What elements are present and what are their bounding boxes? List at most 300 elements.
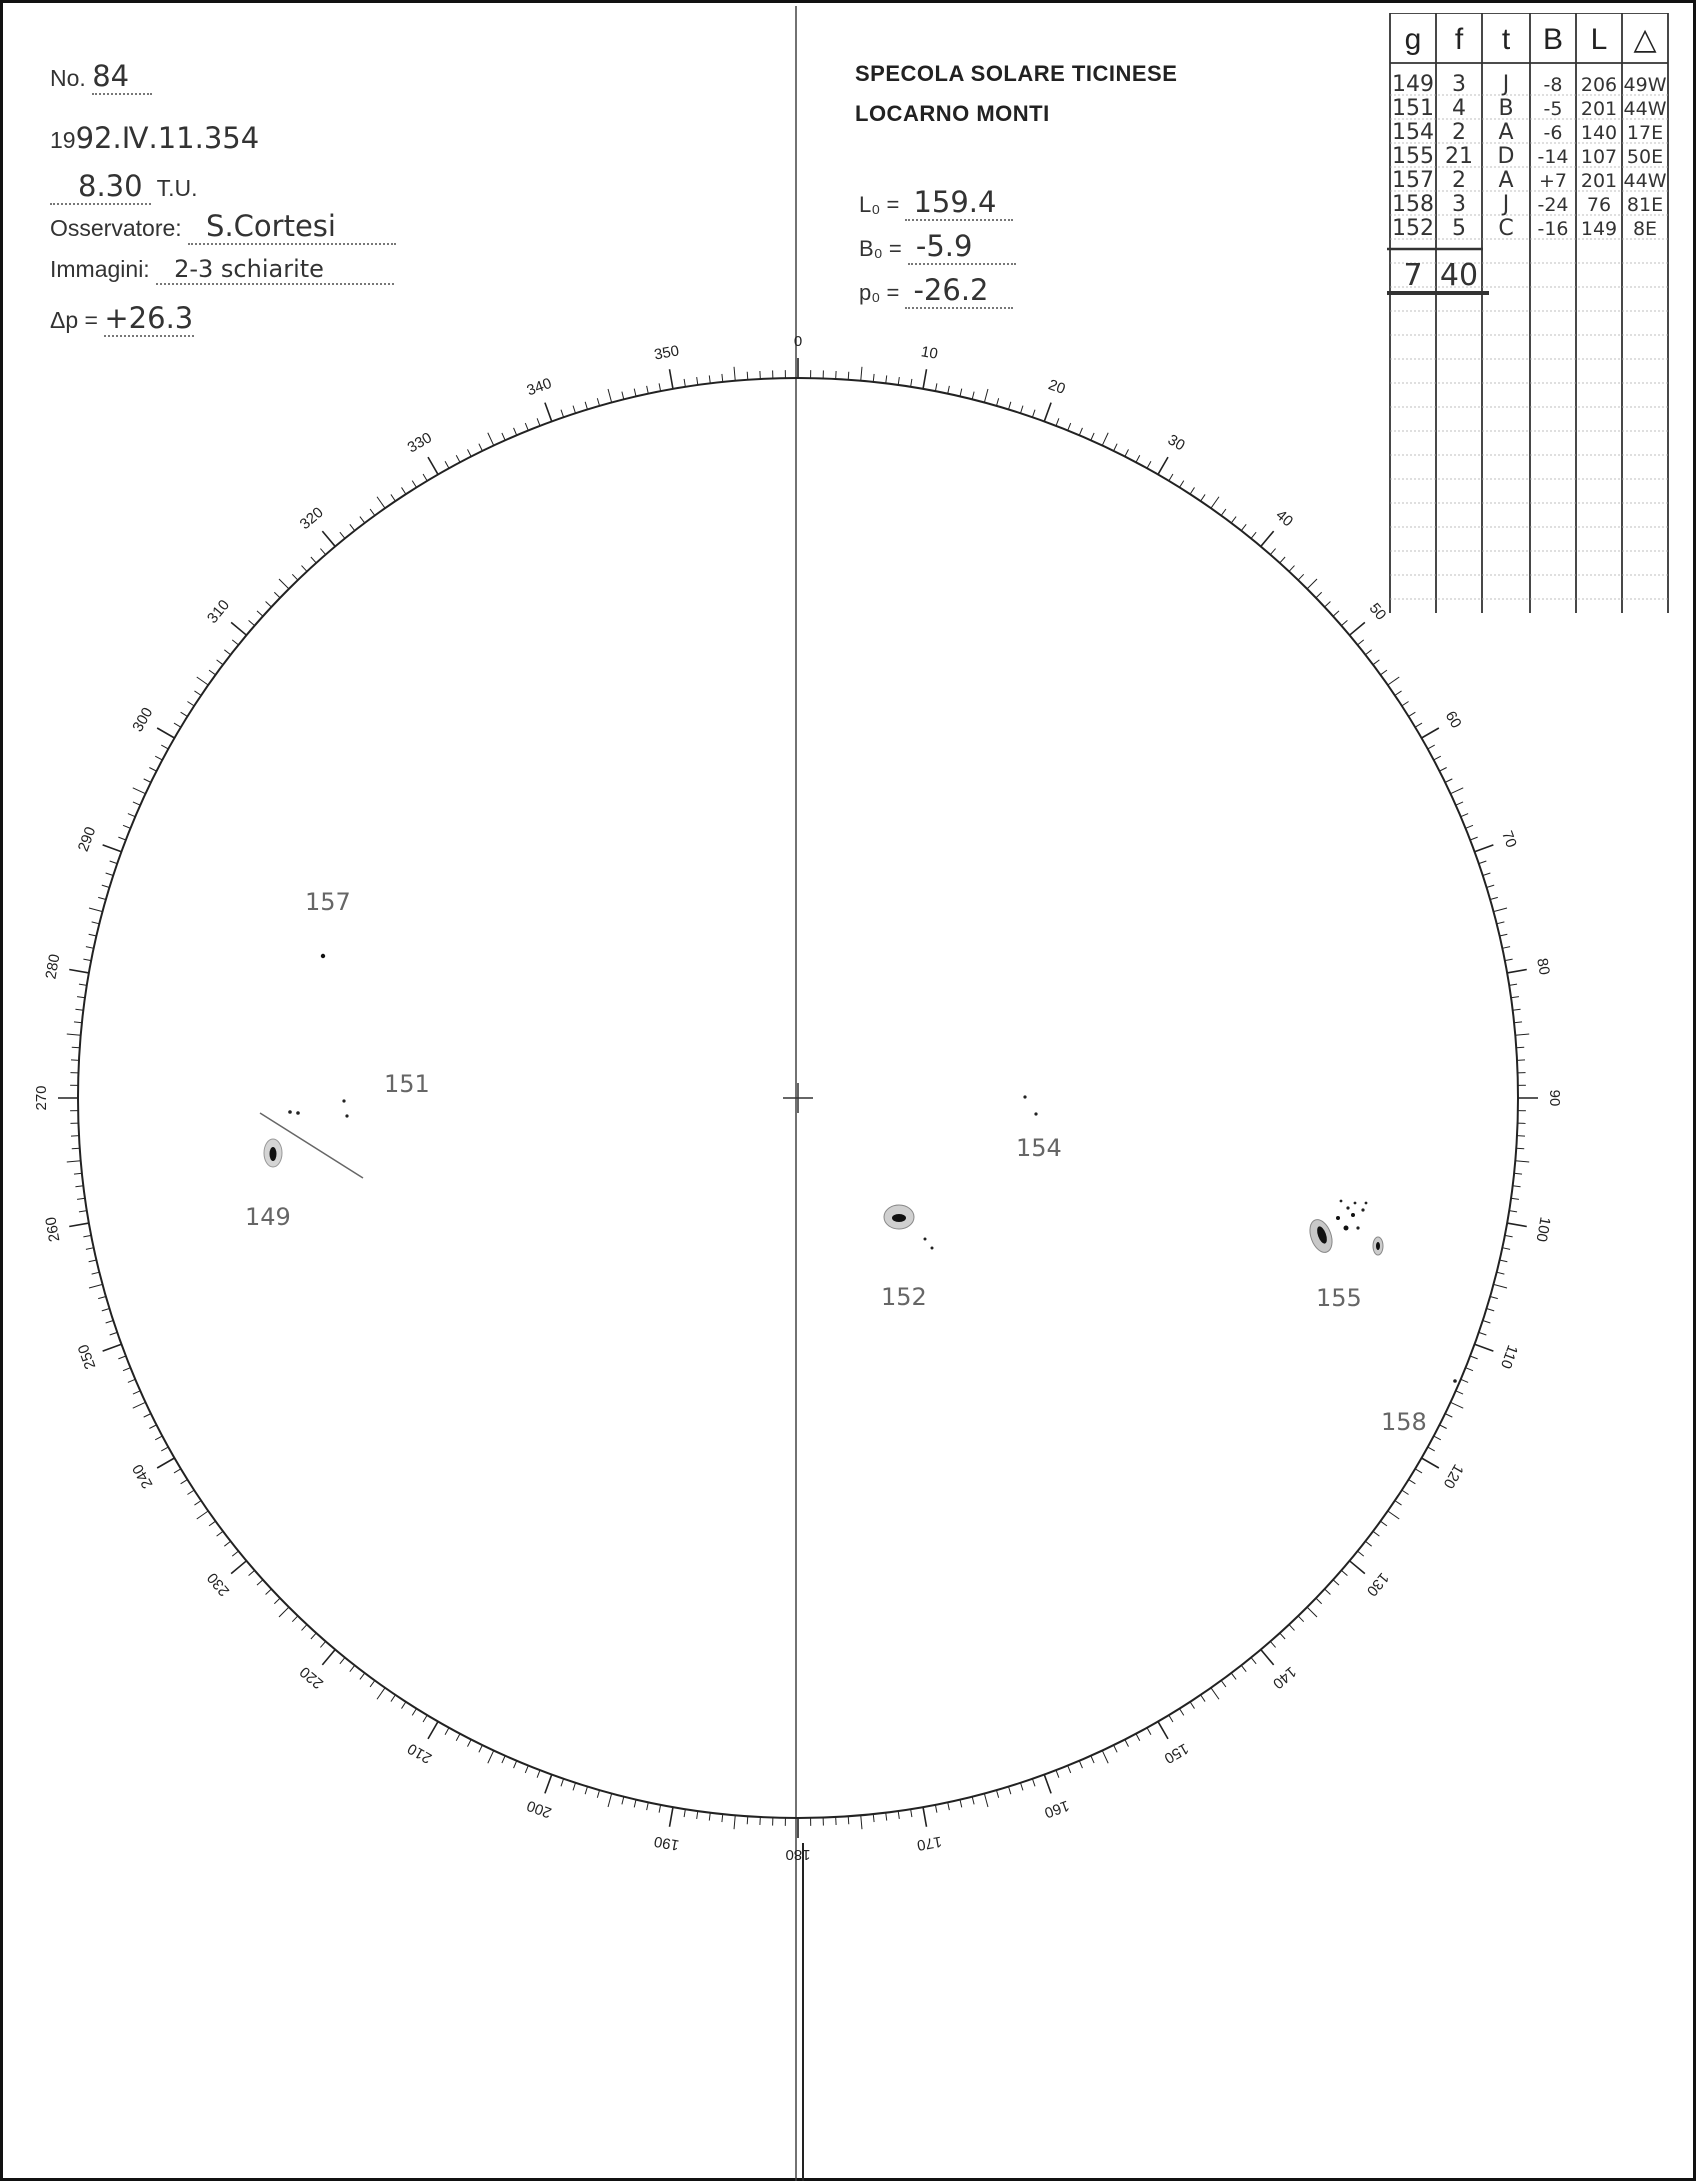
observation-number-value: 84 xyxy=(92,59,152,95)
scale-tick xyxy=(428,457,438,474)
scale-tick xyxy=(1434,756,1441,760)
scale-tick xyxy=(340,1658,345,1664)
scale-tick xyxy=(128,814,135,817)
group-label-157: 157 xyxy=(305,888,351,916)
scale-tick xyxy=(149,767,156,771)
scale-tick xyxy=(157,728,174,738)
sunspot-158 xyxy=(1453,1379,1457,1383)
scale-label: 80 xyxy=(1533,957,1553,976)
scale-tick xyxy=(89,908,103,912)
scale-tick xyxy=(545,403,552,422)
scale-tick xyxy=(1497,922,1505,924)
scale-tick xyxy=(525,423,528,430)
scale-tick xyxy=(573,406,575,414)
delta-p-label: Δp = xyxy=(50,307,98,333)
scale-tick xyxy=(670,369,673,389)
scale-tick xyxy=(848,372,849,380)
table-cell: 21 xyxy=(1445,144,1473,169)
scale-tick xyxy=(77,997,85,998)
scale-tick xyxy=(1388,677,1399,685)
scale-tick xyxy=(83,1235,91,1237)
scale-tick xyxy=(133,802,140,805)
scale-tick xyxy=(1466,825,1473,828)
scale-tick xyxy=(1102,1751,1108,1764)
scale-tick xyxy=(886,1813,887,1821)
scale-label: 30 xyxy=(1165,431,1188,454)
scale-label: 300 xyxy=(129,705,156,735)
scale-tick xyxy=(311,557,316,563)
scale-label: 190 xyxy=(653,1832,681,1853)
scale-tick xyxy=(412,1709,416,1716)
scale-tick xyxy=(1147,1728,1151,1735)
scale-tick xyxy=(402,487,406,494)
scale-label: 220 xyxy=(297,1663,327,1692)
scale-label: 210 xyxy=(405,1740,435,1767)
scale-label: 120 xyxy=(1440,1461,1467,1491)
scale-label: 290 xyxy=(75,825,100,854)
scale-tick xyxy=(1475,845,1494,852)
scale-tick xyxy=(709,1813,710,1821)
scale-tick xyxy=(1487,885,1495,887)
scale-label: 170 xyxy=(916,1832,944,1853)
scale-tick xyxy=(1456,802,1463,805)
scale-tick xyxy=(257,611,263,616)
scale-tick xyxy=(445,461,449,468)
scale-tick xyxy=(320,1641,325,1647)
table-cell: -6 xyxy=(1544,122,1563,144)
table-cell: -5 xyxy=(1544,98,1563,120)
table-header-cell: L xyxy=(1591,23,1608,56)
table-cell: 17E xyxy=(1627,122,1663,144)
scale-tick xyxy=(1422,728,1439,738)
spot xyxy=(1336,1216,1340,1220)
group-label-151: 151 xyxy=(384,1070,430,1098)
scale-tick xyxy=(1445,779,1452,783)
scale-tick xyxy=(1190,487,1194,494)
table-cell: 81E xyxy=(1627,194,1663,216)
scale-tick xyxy=(1395,1501,1402,1505)
scale-tick xyxy=(1365,650,1371,655)
scale-tick xyxy=(412,481,416,488)
scale-label: 230 xyxy=(204,1569,233,1599)
table-cell: 157 xyxy=(1392,168,1434,193)
scale-tick xyxy=(98,897,106,899)
scale-tick xyxy=(1440,1425,1447,1429)
scale-tick xyxy=(886,375,887,383)
sunspot-group-151 xyxy=(288,1099,348,1117)
scale-tick xyxy=(1479,861,1487,864)
scale-tick xyxy=(1461,814,1468,817)
scale-tick xyxy=(370,1680,375,1686)
scale-tick xyxy=(209,1521,215,1526)
sunspot-group-152 xyxy=(884,1205,934,1250)
scale-tick xyxy=(1270,1641,1275,1647)
scale-tick xyxy=(181,1480,188,1484)
scale-tick xyxy=(217,1531,223,1536)
scale-tick xyxy=(1102,433,1108,446)
scale-tick xyxy=(488,433,494,446)
scale-tick xyxy=(174,723,181,727)
scale-tick xyxy=(123,825,130,828)
scale-tick xyxy=(103,1344,122,1351)
scale-tick xyxy=(110,861,118,864)
table-cell: 149 xyxy=(1581,218,1617,240)
table-cell: A xyxy=(1498,120,1513,145)
scale-tick xyxy=(697,377,698,385)
scale-tick xyxy=(467,449,471,456)
table-cell: 149 xyxy=(1392,72,1434,97)
scale-tick xyxy=(1020,1783,1022,1791)
scale-tick xyxy=(734,1815,735,1829)
scale-tick xyxy=(1500,1260,1508,1262)
scale-tick xyxy=(597,398,599,406)
scale-label: 40 xyxy=(1272,507,1296,531)
scale-tick xyxy=(1513,1009,1521,1010)
scale-tick xyxy=(911,1809,912,1817)
scale-tick xyxy=(445,1728,449,1735)
spot xyxy=(1340,1200,1343,1203)
spot xyxy=(1361,1208,1364,1211)
delta-p-value: +26.3 xyxy=(104,301,194,337)
table-header-cell: g xyxy=(1405,23,1422,56)
scale-tick xyxy=(360,1673,365,1679)
spot xyxy=(1346,1206,1349,1209)
spot xyxy=(1023,1095,1026,1098)
p0-label: p₀ = xyxy=(859,280,899,305)
scale-tick xyxy=(1350,1561,1365,1574)
scale-tick xyxy=(514,428,517,435)
scale-label: 260 xyxy=(42,1216,63,1244)
table-cell: 2 xyxy=(1452,120,1466,145)
table-cell: 44W xyxy=(1624,98,1667,120)
scale-tick xyxy=(1068,1766,1071,1773)
scale-tick xyxy=(79,1211,87,1212)
time-unit: T.U. xyxy=(157,175,198,201)
scale-tick xyxy=(467,1740,471,1747)
group-label-155: 155 xyxy=(1316,1284,1362,1312)
scale-tick xyxy=(428,1722,438,1739)
spot xyxy=(1354,1202,1357,1205)
scale-label: 10 xyxy=(920,343,939,363)
scale-tick xyxy=(133,1402,146,1408)
scale-tick xyxy=(155,1436,162,1440)
sunspot-group-155 xyxy=(1306,1200,1383,1256)
scale-label: 110 xyxy=(1497,1343,1521,1371)
scale-tick xyxy=(77,1198,85,1199)
spot xyxy=(342,1099,345,1102)
scale-tick xyxy=(1470,837,1477,840)
scale-tick xyxy=(1147,461,1151,468)
p0-value: -26.2 xyxy=(905,273,1013,309)
scale-tick xyxy=(597,1790,599,1798)
scale-tick xyxy=(647,386,649,394)
scale-tick xyxy=(1445,1414,1452,1418)
scale-tick xyxy=(144,1414,151,1418)
scale-tick xyxy=(1493,1284,1507,1288)
scale-tick xyxy=(69,970,89,973)
scale-tick xyxy=(1280,1633,1285,1639)
scale-tick xyxy=(350,524,355,530)
table-cell: 4 xyxy=(1452,96,1466,121)
scale-tick xyxy=(161,1447,168,1451)
scale-tick xyxy=(1415,1469,1422,1473)
scale-tick xyxy=(1388,1511,1399,1519)
scale-tick xyxy=(1307,1607,1317,1617)
scale-tick xyxy=(209,670,215,675)
scale-tick xyxy=(224,650,230,655)
table-cell: +7 xyxy=(1539,170,1567,192)
scale-tick xyxy=(1373,660,1379,665)
scale-tick xyxy=(1280,557,1285,563)
scale-tick xyxy=(86,1248,94,1250)
scale-tick xyxy=(1350,622,1365,635)
scale-tick xyxy=(155,756,162,760)
scale-tick xyxy=(1341,1570,1347,1575)
scale-label: 50 xyxy=(1366,600,1390,624)
scale-tick xyxy=(561,1779,564,1787)
scale-tick xyxy=(86,947,94,949)
scale-tick xyxy=(187,1490,194,1494)
umbra-follower xyxy=(1376,1242,1380,1250)
scale-tick xyxy=(1490,897,1498,899)
scale-tick xyxy=(634,1800,636,1808)
scale-tick xyxy=(1483,873,1491,875)
scale-tick xyxy=(861,367,862,381)
scale-label: 180 xyxy=(785,1846,810,1863)
scale-tick xyxy=(266,602,272,607)
scale-tick xyxy=(102,885,110,887)
group-label-149: 149 xyxy=(245,1203,291,1231)
scale-tick xyxy=(1479,1332,1487,1335)
scale-tick xyxy=(75,1186,83,1187)
scale-tick xyxy=(923,369,926,389)
scale-tick xyxy=(1044,1775,1051,1794)
scale-tick xyxy=(1497,1272,1505,1274)
table-cell: 5 xyxy=(1452,216,1466,241)
scale-tick xyxy=(608,389,612,403)
spot xyxy=(345,1114,348,1117)
scale-tick xyxy=(1316,1598,1322,1604)
scale-tick xyxy=(302,566,307,572)
scale-tick xyxy=(1365,1541,1371,1546)
scale-tick xyxy=(456,1734,460,1741)
images-value: 2-3 schiarite xyxy=(156,255,394,285)
spot xyxy=(931,1247,934,1250)
scale-tick xyxy=(224,1541,230,1546)
table-cell: 3 xyxy=(1452,72,1466,97)
scale-tick xyxy=(935,383,937,391)
scale-tick xyxy=(1136,1734,1140,1741)
scale-label: 350 xyxy=(653,342,681,363)
scale-tick xyxy=(1136,455,1140,462)
scale-tick xyxy=(1180,481,1184,488)
scale-tick xyxy=(1032,410,1035,418)
scale-tick xyxy=(1466,1368,1473,1371)
scale-tick xyxy=(1307,579,1317,589)
scale-tick xyxy=(320,549,325,555)
scale-tick xyxy=(292,1616,298,1622)
scale-tick xyxy=(1507,1223,1527,1226)
scale-tick xyxy=(1298,574,1304,580)
scale-tick xyxy=(1091,433,1094,440)
spot xyxy=(1351,1213,1355,1217)
total-spots: 40 xyxy=(1440,258,1478,293)
umbra xyxy=(270,1147,277,1161)
scale-tick xyxy=(1358,640,1364,645)
scale-tick xyxy=(1231,517,1236,523)
scale-tick xyxy=(1261,531,1274,546)
institution-location: LOCARNO MONTI xyxy=(855,101,1050,127)
scale-tick xyxy=(74,1022,82,1023)
scale-tick xyxy=(257,1580,263,1585)
scale-tick xyxy=(1490,1296,1498,1298)
scale-tick xyxy=(370,509,375,515)
scale-tick xyxy=(1020,406,1022,414)
scale-tick xyxy=(1516,1047,1524,1048)
scale-tick xyxy=(1009,402,1011,410)
scale-tick xyxy=(232,1551,238,1556)
scale-tick xyxy=(181,712,188,716)
scale-tick xyxy=(873,374,874,382)
scale-label: 70 xyxy=(1498,829,1520,850)
scale-tick xyxy=(92,922,100,924)
scale-label: 270 xyxy=(33,1085,50,1110)
table-header-cell: f xyxy=(1455,23,1464,56)
scale-tick xyxy=(83,959,91,961)
scale-tick xyxy=(1251,532,1256,538)
scale-tick xyxy=(377,1688,385,1699)
scale-tick xyxy=(935,1805,937,1813)
umbra xyxy=(892,1214,906,1222)
table-cell: 107 xyxy=(1581,146,1617,168)
scale-tick xyxy=(1402,1490,1409,1494)
scale-tick xyxy=(1470,1356,1477,1359)
spot xyxy=(296,1111,300,1115)
scale-tick xyxy=(1125,449,1129,456)
scale-tick xyxy=(1251,1658,1256,1664)
scale-tick xyxy=(1056,418,1059,425)
scale-tick xyxy=(1422,1458,1439,1468)
sunspot-table xyxy=(1387,13,1672,618)
scale-tick xyxy=(1169,474,1173,481)
b0-label: B₀ = xyxy=(859,236,902,261)
scale-tick xyxy=(1289,1625,1294,1631)
scale-tick xyxy=(232,640,238,645)
scale-tick xyxy=(996,398,998,406)
scale-tick xyxy=(274,1598,280,1604)
scale-label: 200 xyxy=(525,1797,554,1822)
scale-tick xyxy=(1009,1787,1011,1795)
scale-tick xyxy=(1201,1695,1205,1702)
scale-label: 330 xyxy=(405,429,435,456)
scale-tick xyxy=(1509,1211,1517,1212)
scale-tick xyxy=(1289,566,1294,572)
scale-tick xyxy=(722,374,723,382)
scale-tick xyxy=(1395,691,1402,695)
scale-tick xyxy=(1409,1480,1416,1484)
spot xyxy=(1344,1226,1349,1231)
scale-tick xyxy=(144,779,151,783)
observer-value: S.Cortesi xyxy=(188,209,396,245)
scale-label: 280 xyxy=(42,953,63,981)
scale-tick xyxy=(722,1814,723,1822)
scale-tick xyxy=(1333,611,1339,616)
scale-tick xyxy=(92,1272,100,1274)
scale-tick xyxy=(302,1625,307,1631)
scale-tick xyxy=(1044,403,1051,422)
group-label-158: 158 xyxy=(1381,1408,1427,1436)
scale-tick xyxy=(1380,670,1386,675)
scale-tick xyxy=(1373,1531,1379,1536)
scale-label: 20 xyxy=(1046,376,1067,398)
scale-tick xyxy=(1032,1779,1035,1787)
total-groups: 7 xyxy=(1403,258,1422,293)
scale-tick xyxy=(1507,970,1527,973)
scale-label: 320 xyxy=(297,504,327,533)
scale-tick xyxy=(1428,1447,1435,1451)
table-cell: 158 xyxy=(1392,192,1434,217)
scale-tick xyxy=(670,1807,673,1827)
scale-tick xyxy=(1461,1379,1468,1382)
table-cell: 151 xyxy=(1392,96,1434,121)
scale-tick xyxy=(1511,997,1519,998)
scale-tick xyxy=(1091,1756,1094,1763)
scale-tick xyxy=(1456,1391,1463,1394)
scale-tick xyxy=(194,1501,201,1505)
table-header-cell: t xyxy=(1502,23,1511,56)
scale-tick xyxy=(1514,1022,1522,1023)
scale-tick xyxy=(848,1816,849,1824)
scale-tick xyxy=(1515,1161,1529,1162)
scale-tick xyxy=(1316,592,1322,598)
scale-tick xyxy=(1079,428,1082,435)
scale-tick xyxy=(911,379,912,387)
scale-tick xyxy=(118,837,125,840)
table-cell: 152 xyxy=(1392,216,1434,241)
scale-tick xyxy=(391,1695,395,1702)
table-cell: -14 xyxy=(1537,146,1568,168)
time-value: 8.30 xyxy=(50,169,151,205)
scale-tick xyxy=(69,1223,89,1226)
scale-tick xyxy=(573,1783,575,1791)
scale-tick xyxy=(197,677,208,685)
table-cell: J xyxy=(1501,72,1510,97)
scale-tick xyxy=(1221,509,1226,515)
sunspot-group-149 xyxy=(264,1139,282,1167)
scale-tick xyxy=(311,1633,316,1639)
scale-tick xyxy=(709,375,710,383)
scale-tick xyxy=(322,531,335,546)
scale-tick xyxy=(1475,1344,1494,1351)
scale-tick xyxy=(123,1368,130,1371)
spot xyxy=(288,1110,292,1114)
group-labels xyxy=(245,888,1427,1436)
scale-tick xyxy=(187,702,194,706)
scale-tick xyxy=(1415,723,1422,727)
scale-tick xyxy=(89,1260,97,1262)
scale-tick xyxy=(194,691,201,695)
scale-tick xyxy=(960,389,962,397)
table-cell: 140 xyxy=(1581,122,1617,144)
scale-tick xyxy=(322,1650,335,1665)
observation-number-label: No. xyxy=(50,65,86,91)
scale-tick xyxy=(1513,1186,1521,1187)
scale-tick xyxy=(423,1715,427,1722)
table-header-cell: △ xyxy=(1633,23,1656,56)
scale-tick xyxy=(488,1751,494,1764)
scale-tick xyxy=(456,455,460,462)
scale-tick xyxy=(923,1807,926,1827)
